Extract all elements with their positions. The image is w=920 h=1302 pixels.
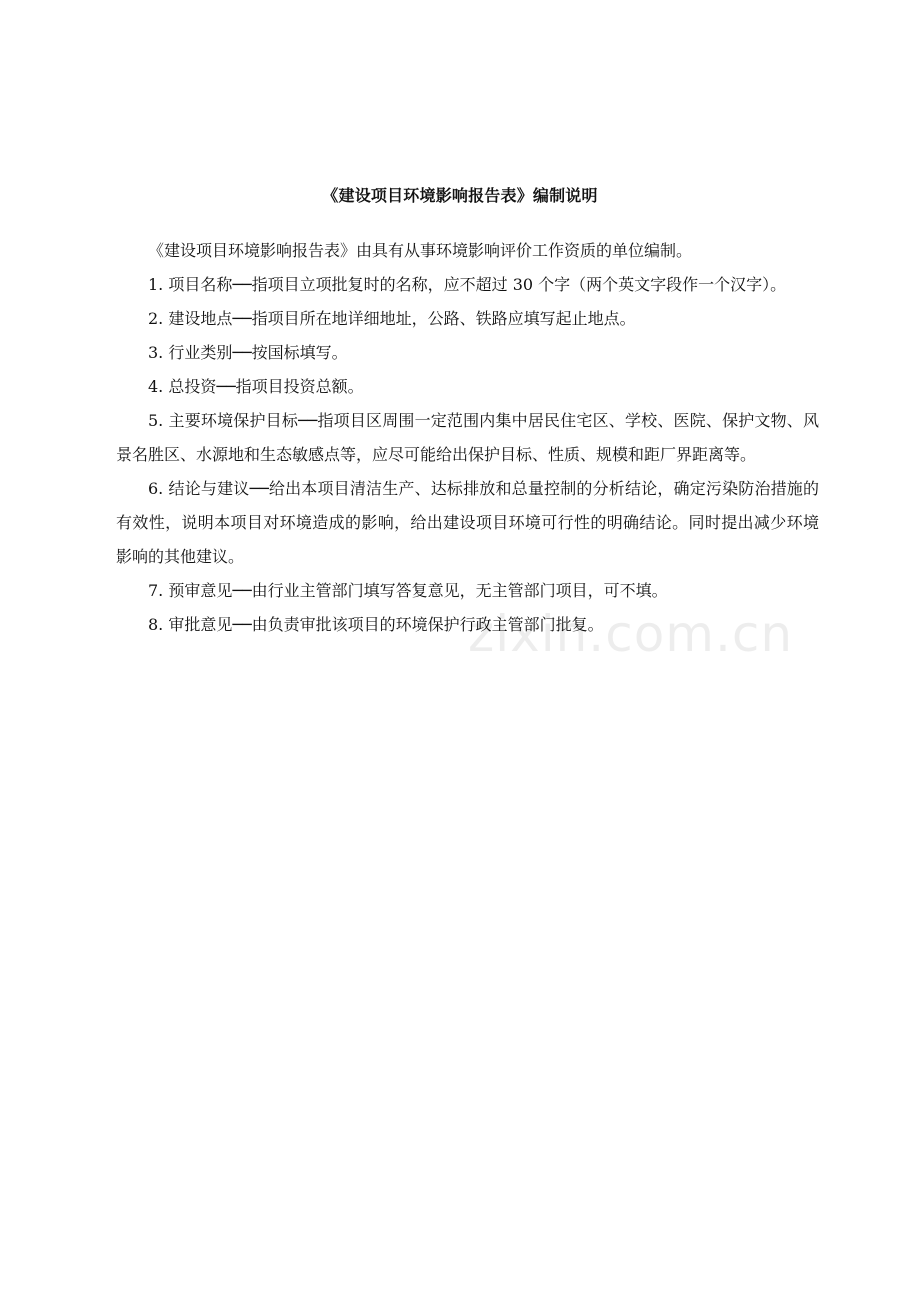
item-conclusions: 6. 结论与建议──给出本项目清洁生产、达标排放和总量控制的分析结论，确定污染防治措施的有效性，说明本项目对环境造成的影响，给出建设项目环境可行性的明确结论。同时提出减少环境影响的其他建议。 — [116, 479, 819, 566]
item-pre-review-opinion: 7. 预审意见──由行业主管部门填写答复意见，无主管部门项目，可不填。 — [148, 581, 668, 600]
item-construction-site: 2. 建设地点──指项目所在地详细地址，公路、铁路应填写起止地点。 — [148, 309, 636, 328]
document-body — [116, 234, 819, 642]
item-industry-category: 3. 行业类别──按国标填写。 — [148, 343, 348, 362]
item-project-name: 1. 项目名称──指项目立项批复时的名称，应不超过 30 个字（两个英文字段作一个汉字）。 — [148, 275, 787, 294]
document-title: 《建设项目环境影响报告表》编制说明 — [322, 186, 598, 205]
item-total-investment: 4. 总投资──指项目投资总额。 — [148, 377, 364, 396]
watermark: zixin.com.cn — [468, 605, 794, 663]
item-protection-targets: 5. 主要环境保护目标──指项目区周围一定范围内集中居民住宅区、学校、医院、保护文物、风景名胜区、水源地和生态敏感点等，应尽可能给出保护目标、性质、规模和距厂界距离等。 — [116, 411, 819, 464]
item-approval-opinion: 8. 审批意见──由负责审批该项目的环境保护行政主管部门批复。 — [148, 615, 604, 634]
intro-paragraph: 《建设项目环境影响报告表》由具有从事环境影响评价工作资质的单位编制。 — [148, 241, 693, 260]
